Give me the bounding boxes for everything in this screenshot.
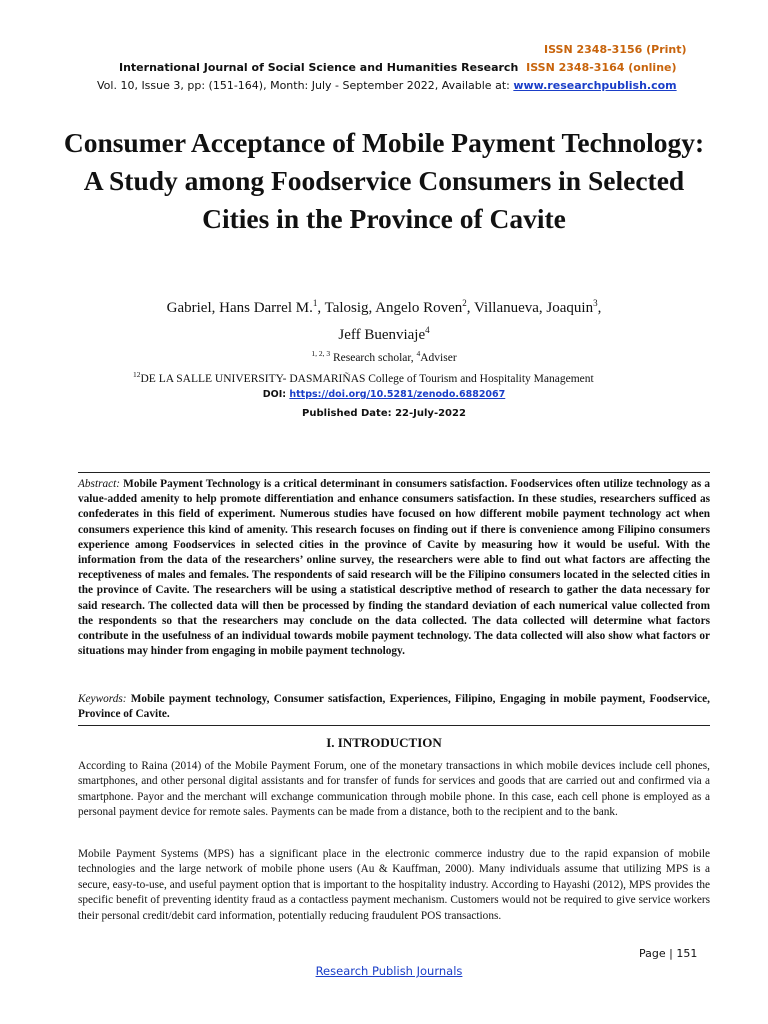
author-name: Villanueva, Joaquin (474, 300, 594, 316)
volume-info: Vol. 10, Issue 3, pp: (151-164), Month: July - September 2022, Available at: (97, 79, 514, 92)
author-sup: 3 (593, 298, 598, 308)
author-name: Talosig, Angelo Roven (324, 300, 463, 316)
abstract (78, 477, 710, 659)
published-date: Published Date: 22-July-2022 (302, 408, 466, 419)
affiliation-institution (133, 370, 594, 385)
role-sup: 4 (416, 349, 421, 358)
author-sup: 2 (462, 298, 467, 308)
journal-header (119, 61, 677, 74)
intro-paragraph-2: Mobile Payment Systems (MPS) has a significant place in the electronic commerce industry due to the rapid expansion of mobile technologies and the large network of mobile phone users (Au & Kauffman, 2000). Many individuals assume that utilizing MPS is a secure, easy-to-use, and useful payment option that is important to the hospitality industry. According to Hayashi (2012), MPS provides the specific benefit of preventing identity fraud as a contactless payment mechanism. Customers would not be required to give service workers their personal credit/debit card information, potentially reducing fraudulent POS transactions. (78, 848, 710, 922)
keywords-label: Keywords: (78, 693, 127, 705)
doi-line (0, 389, 768, 400)
author-list: Gabriel, Hans Darrel M.$^1$, Talosig, Angelo Roven$^2$, Villanueva, Joaquin$^3$, Jeff Buenviaje$^4$ (166, 298, 602, 343)
paper-title: Consumer Acceptance of Mobile Payment Technology: A Study among Foodservice Consumers in Selected Cities in the Province of Cavite (63, 127, 705, 234)
author-name: Gabriel, Hans Darrel M. (166, 300, 313, 316)
page-number: Page | 151 (639, 947, 698, 960)
keywords (78, 692, 710, 722)
doi-link[interactable]: https://doi.org/10.5281/zenodo.6882067 (289, 389, 506, 400)
abstract-text: Mobile Payment Technology is a critical determinant in consumers satisfaction. Foodservices often utilize technology as a value-added amenity to help promote differentiation and enhance consumers satisfaction. In these studies, researchers sufficed as confederates in this field of experiment. Numerous studies have focused on how different mobile payment technology act when consumers experience this kind of amenity. This research focuses on finding out if there is convenience among Filipino consumers experience among Foodservices in selected cities in the province of Cavite by measuring how it would be useful. With the information from the data of the researchers’ online survey, the researchers were able to find out what factors are affecting the receptiveness of males and females. The respondents of said research will be the Filipino consumers located in the selected cities in the province of Cavite. The researchers will be using a statistical descriptive method of research to gather the data necessary for said research. The collected data will then be processed by finding the standard deviation of each numerical value collected from the respondents so that the researchers may conclude on the data collected. The data collected will determine what factors contribute in the usefulness of an individual towards mobile payment technology. The data collected will also show what factors or situations may hinder from engaging in mobile payment technology. (78, 478, 710, 658)
keywords-text: Mobile payment technology, Consumer satisfaction, Experiences, Filipino, Engaging in mobile payment, Foodservice, Province of Cavite. (78, 693, 710, 721)
abstract-top-rule (78, 472, 710, 473)
issn-online: ISSN 2348-3164 (online) (526, 61, 677, 74)
publisher-link[interactable]: Research Publish Journals (315, 964, 463, 978)
website-link[interactable]: www.researchpublish.com (513, 79, 677, 92)
footer (0, 964, 768, 978)
section-heading-introduction: I. INTRODUCTION (326, 735, 442, 750)
role-scholar: Research scholar, (330, 351, 417, 364)
intro-paragraph-1: According to Raina (2014) of the Mobile Payment Forum, one of the monetary transactions in which mobile devices include cell phones, smartphones, and other personal digital assistants and for transfer of funds for services and goods that are carried out and confirmed via a smartphone. Payor and the merchant will exchange communication through mobile phone. In this case, each cell phone is employed as a personal payment device for remote sales. Payments can be made from a distance, both to the recipient and to the bank. (78, 760, 710, 819)
abstract-bottom-rule (78, 725, 710, 726)
author-sup: 4 (425, 325, 430, 335)
author-sup: 1 (312, 298, 318, 308)
issn-print: ISSN 2348-3156 (Print) (544, 43, 687, 56)
volume-line (97, 79, 677, 92)
journal-name: International Journal of Social Science and Humanities Research (119, 61, 519, 74)
affiliation-roles (0, 349, 768, 364)
inst-text: DE LA SALLE UNIVERSITY- DASMARIÑAS College of Tourism and Hospitality Management (140, 372, 594, 385)
doi-label: DOI: (262, 389, 290, 400)
role-adviser: Adviser (420, 351, 457, 364)
role-sup: 1, 2, 3 (311, 349, 331, 358)
inst-sup: 12 (133, 370, 141, 379)
author-name: Jeff Buenviaje (338, 327, 426, 343)
abstract-label: Abstract: (78, 478, 121, 490)
